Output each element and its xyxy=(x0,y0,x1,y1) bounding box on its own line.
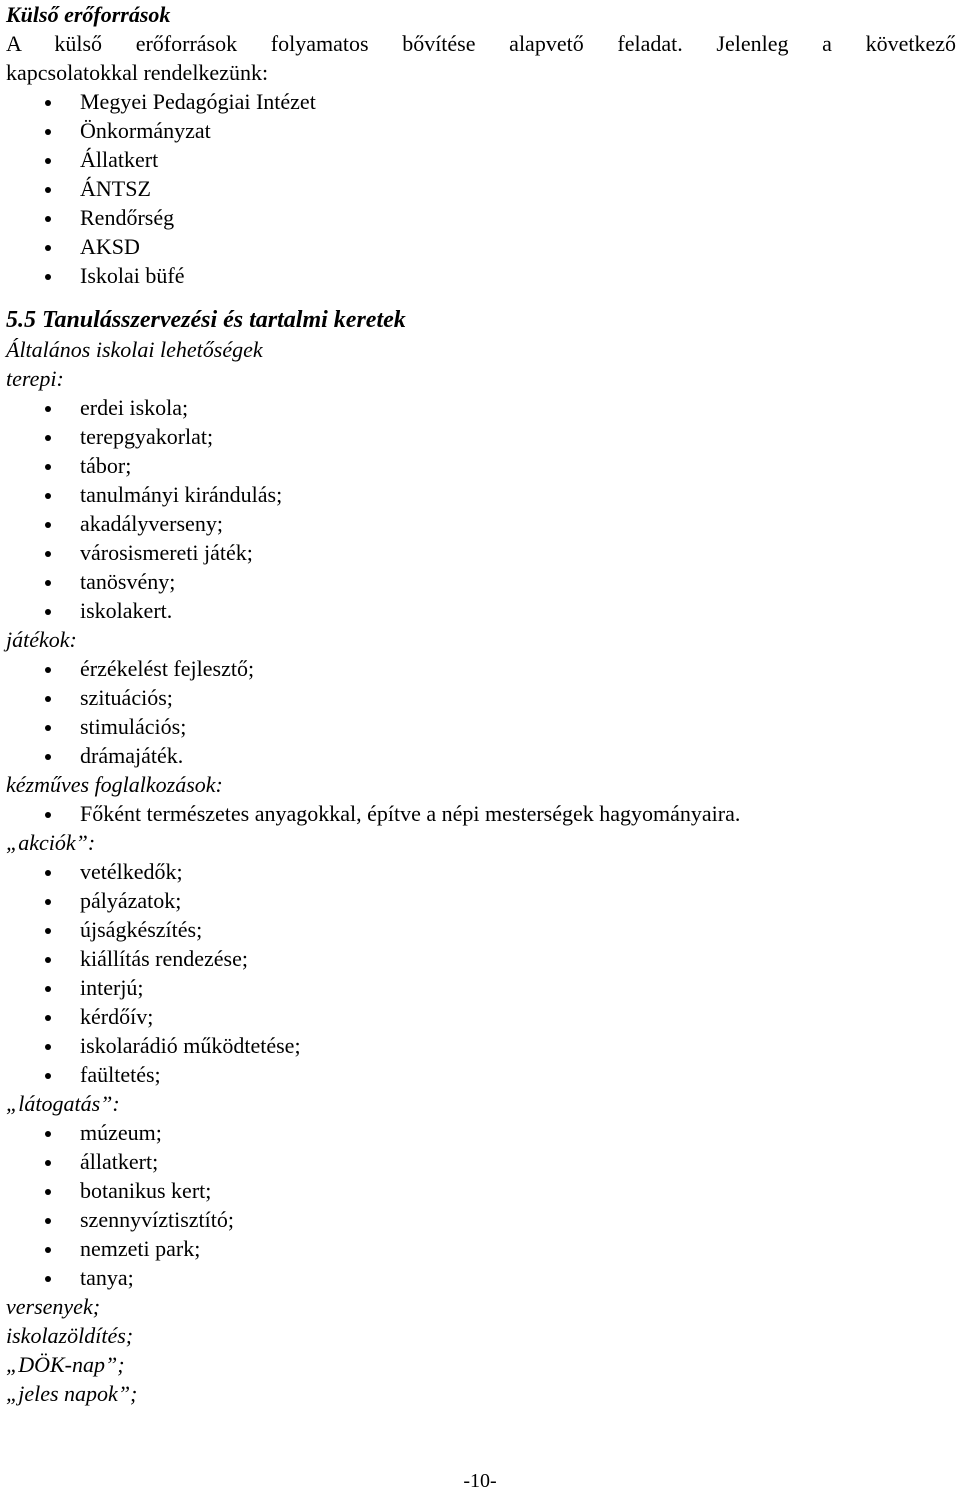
jatekok-label: játékok: xyxy=(6,627,77,652)
list-item: erdei iskola; xyxy=(6,393,956,422)
list-item: stimulációs; xyxy=(6,712,956,741)
list-item: múzeum; xyxy=(6,1118,956,1147)
section-title: 5.5 Tanulásszervezési és tartalmi keretek xyxy=(6,307,406,333)
list-item: terepgyakorlat; xyxy=(6,422,956,451)
list-item: Rendőrség xyxy=(6,203,956,232)
document-page xyxy=(6,0,956,1408)
list-item: tanösvény; xyxy=(6,567,956,596)
list-item: vetélkedők; xyxy=(6,857,956,886)
list-item: interjú; xyxy=(6,973,956,1002)
dok-nap-label: „DÖK-nap”; xyxy=(6,1352,125,1377)
intro-line-1: A külső erőforrások folyamatos bővítése alapvető feladat. Jelenleg a következő xyxy=(6,31,956,56)
list-item: Önkormányzat xyxy=(6,116,956,145)
list-item: ÁNTSZ xyxy=(6,174,956,203)
list-item: kérdőív; xyxy=(6,1002,956,1031)
list-item: Állatkert xyxy=(6,145,956,174)
intro-line-2: kapcsolatokkal rendelkezünk: xyxy=(6,60,269,85)
jeles-napok-label: „jeles napok”; xyxy=(6,1381,138,1406)
page-number: -10- xyxy=(463,1470,497,1492)
list-item: iskolakert. xyxy=(6,596,956,625)
list-item: Főként természetes anyagokkal, építve a népi mesterségek hagyományaira. xyxy=(6,799,956,828)
list-item: Iskolai büfé xyxy=(6,261,956,290)
list-item: kiállítás rendezése; xyxy=(6,944,956,973)
latogatas-label: „látogatás”: xyxy=(6,1091,120,1116)
list-item: Megyei Pedagógiai Intézet xyxy=(6,87,956,116)
list-item: iskolarádió működtetése; xyxy=(6,1031,956,1060)
terepi-label: terepi: xyxy=(6,366,64,391)
list-item: faültetés; xyxy=(6,1060,956,1089)
jatekok-list xyxy=(6,654,956,770)
list-item: drámajáték. xyxy=(6,741,956,770)
versenyek-label: versenyek; xyxy=(6,1294,101,1319)
akciok-label: „akciók”: xyxy=(6,830,96,855)
akciok-list xyxy=(6,857,956,1089)
list-item: érzékelést fejlesztő; xyxy=(6,654,956,683)
list-item: nemzeti park; xyxy=(6,1234,956,1263)
list-item: tábor; xyxy=(6,451,956,480)
latogatas-list xyxy=(6,1118,956,1292)
list-item: tanulmányi kirándulás; xyxy=(6,480,956,509)
list-item: szennyvíztisztító; xyxy=(6,1205,956,1234)
kezmuves-list xyxy=(6,799,956,828)
external-heading: Külső erőforrások xyxy=(6,2,171,27)
list-item: botanikus kert; xyxy=(6,1176,956,1205)
terepi-list xyxy=(6,393,956,625)
list-item: városismereti játék; xyxy=(6,538,956,567)
list-item: szituációs; xyxy=(6,683,956,712)
list-item: pályázatok; xyxy=(6,886,956,915)
external-list xyxy=(6,87,956,290)
list-item: akadályverseny; xyxy=(6,509,956,538)
section-subtitle: Általános iskolai lehetőségek xyxy=(6,337,263,362)
list-item: állatkert; xyxy=(6,1147,956,1176)
iskolazolditas-label: iskolazöldítés; xyxy=(6,1323,134,1348)
list-item: tanya; xyxy=(6,1263,956,1292)
kezmuves-label: kézműves foglalkozások: xyxy=(6,772,223,797)
list-item: AKSD xyxy=(6,232,956,261)
list-item: újságkészítés; xyxy=(6,915,956,944)
